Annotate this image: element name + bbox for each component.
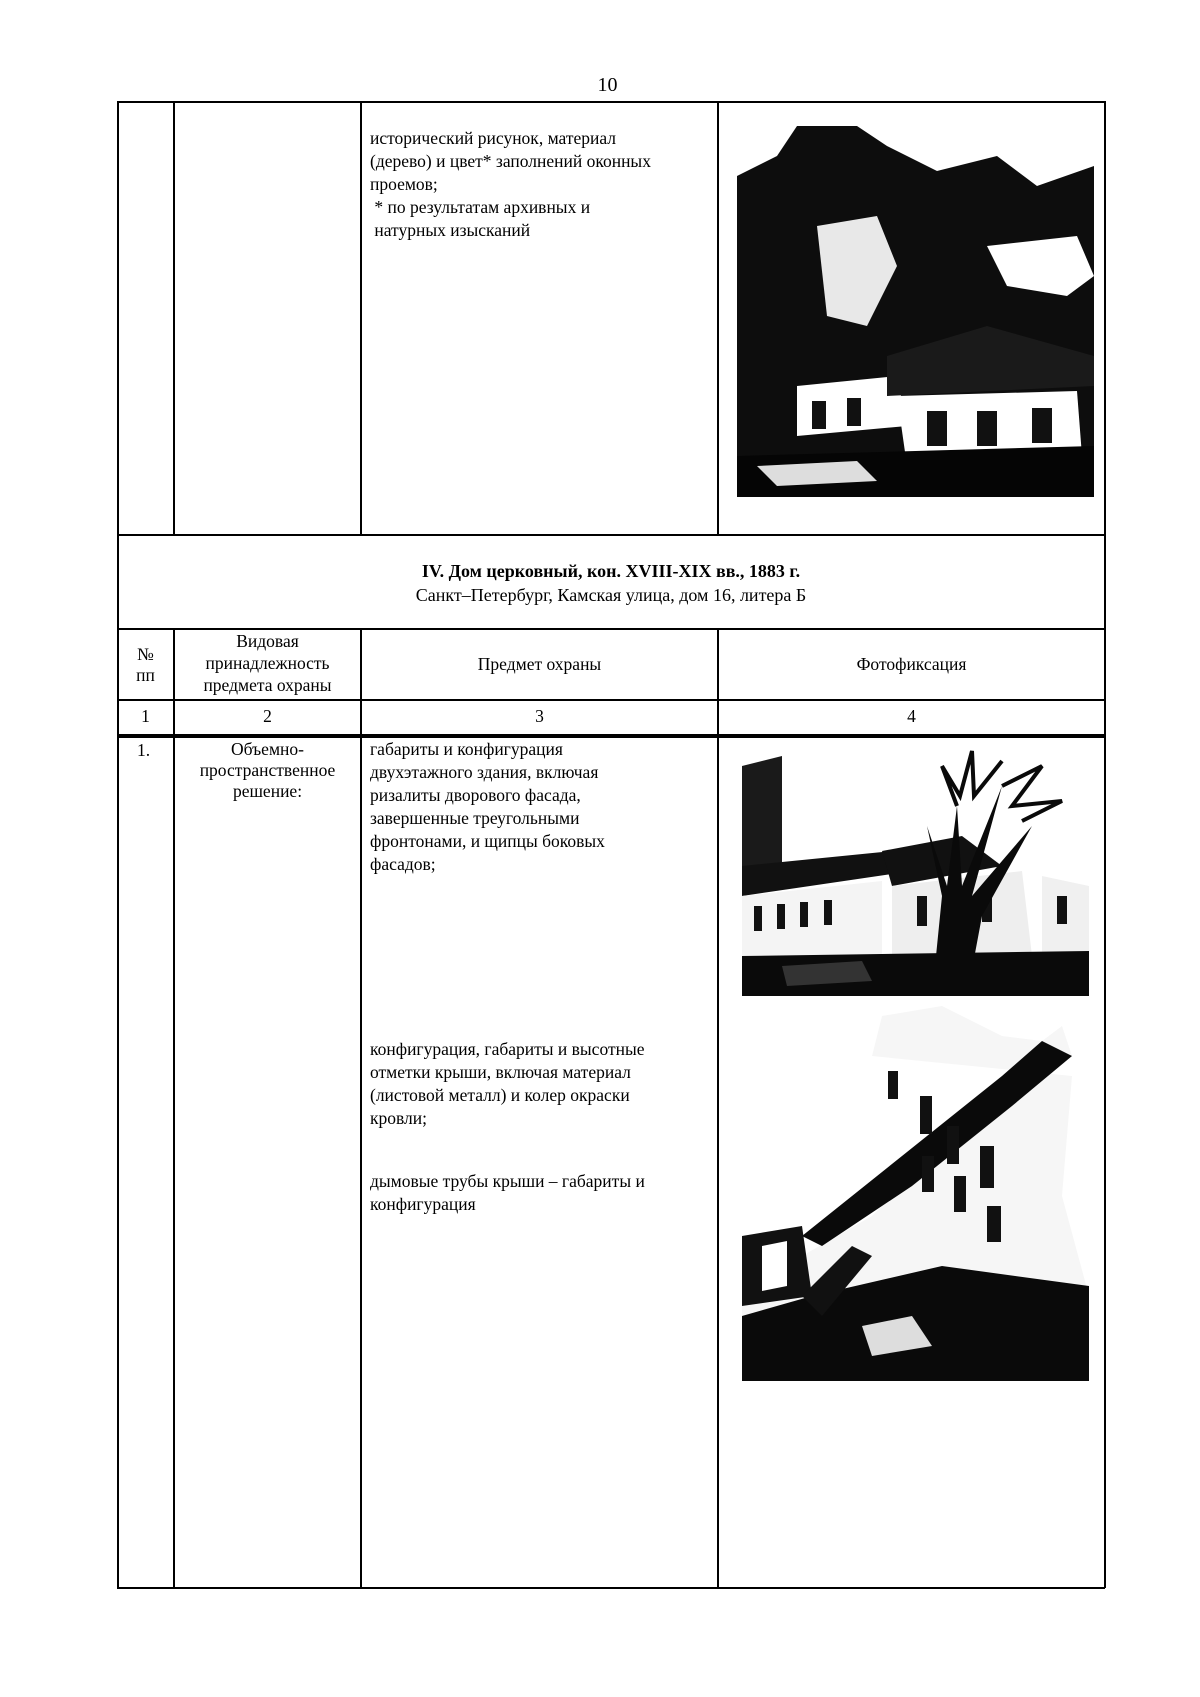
header-subject: Предмет охраны [477,654,602,674]
text-line: конфигурация [370,1194,476,1214]
header-type-line: предмета охраны [203,675,332,695]
section-address: Санкт–Петербург, Камская улица, дом 16, литера Б [415,585,807,605]
top-row-text [370,127,710,242]
text-line: кровли; [370,1108,427,1128]
text-line: отметки крыши, включая материал [370,1062,631,1082]
row-type-line: Объемно- [231,739,304,759]
header-type-line: принадлежность [205,653,330,673]
text-line: габариты и конфигурация [370,739,563,759]
subject-item-chimneys [370,1170,715,1216]
header-type-line: Видовая [236,631,299,651]
header-number-line: пп [136,665,155,685]
row-type-line: пространственное [199,760,336,780]
protection-table [117,101,1105,1588]
text-line: двухэтажного здания, включая [370,762,599,782]
row-number: 1. [137,740,151,760]
building-photo-roof-chimneys [742,996,1089,1381]
section-title: IV. Дом церковный, кон. XVIII-XIX вв., 1883 г. [421,561,801,581]
text-line: дымовые трубы крыши – габариты и [370,1171,645,1191]
subject-item-roof [370,1038,715,1130]
col-number-4: 4 [907,706,916,726]
page-number: 10 [597,74,618,96]
col-number-3: 3 [535,706,544,726]
col-number-2: 2 [263,706,272,726]
text-line: натурных изысканий [370,220,531,240]
header-photo: Фотофиксация [856,654,967,674]
text-line: завершенные треугольными [370,808,580,828]
text-line: проемов; [370,174,438,194]
text-line: фасадов; [370,854,436,874]
text-line: (дерево) и цвет* заполнений оконных [370,151,651,171]
text-line: * по результатам архивных и [370,197,591,217]
col-number-1: 1 [141,706,150,726]
header-number [117,644,174,686]
text-line: исторический рисунок, материал [370,128,617,148]
text-line: ризалиты дворового фасада, [370,785,581,805]
subject-item-dimensions [370,738,715,876]
building-photo-facade-tree [742,746,1089,996]
row-type-line: решение: [232,781,303,801]
text-line: конфигурация, габариты и высотные [370,1039,645,1059]
text-line: (листовой металл) и колер окраски [370,1085,630,1105]
header-type [174,630,361,696]
row-type [174,739,361,802]
section-header [117,559,1105,607]
header-number-line: № [137,644,154,664]
building-photo-courtyard-trees [737,126,1094,497]
text-line: фронтонами, и щипцы боковых [370,831,605,851]
